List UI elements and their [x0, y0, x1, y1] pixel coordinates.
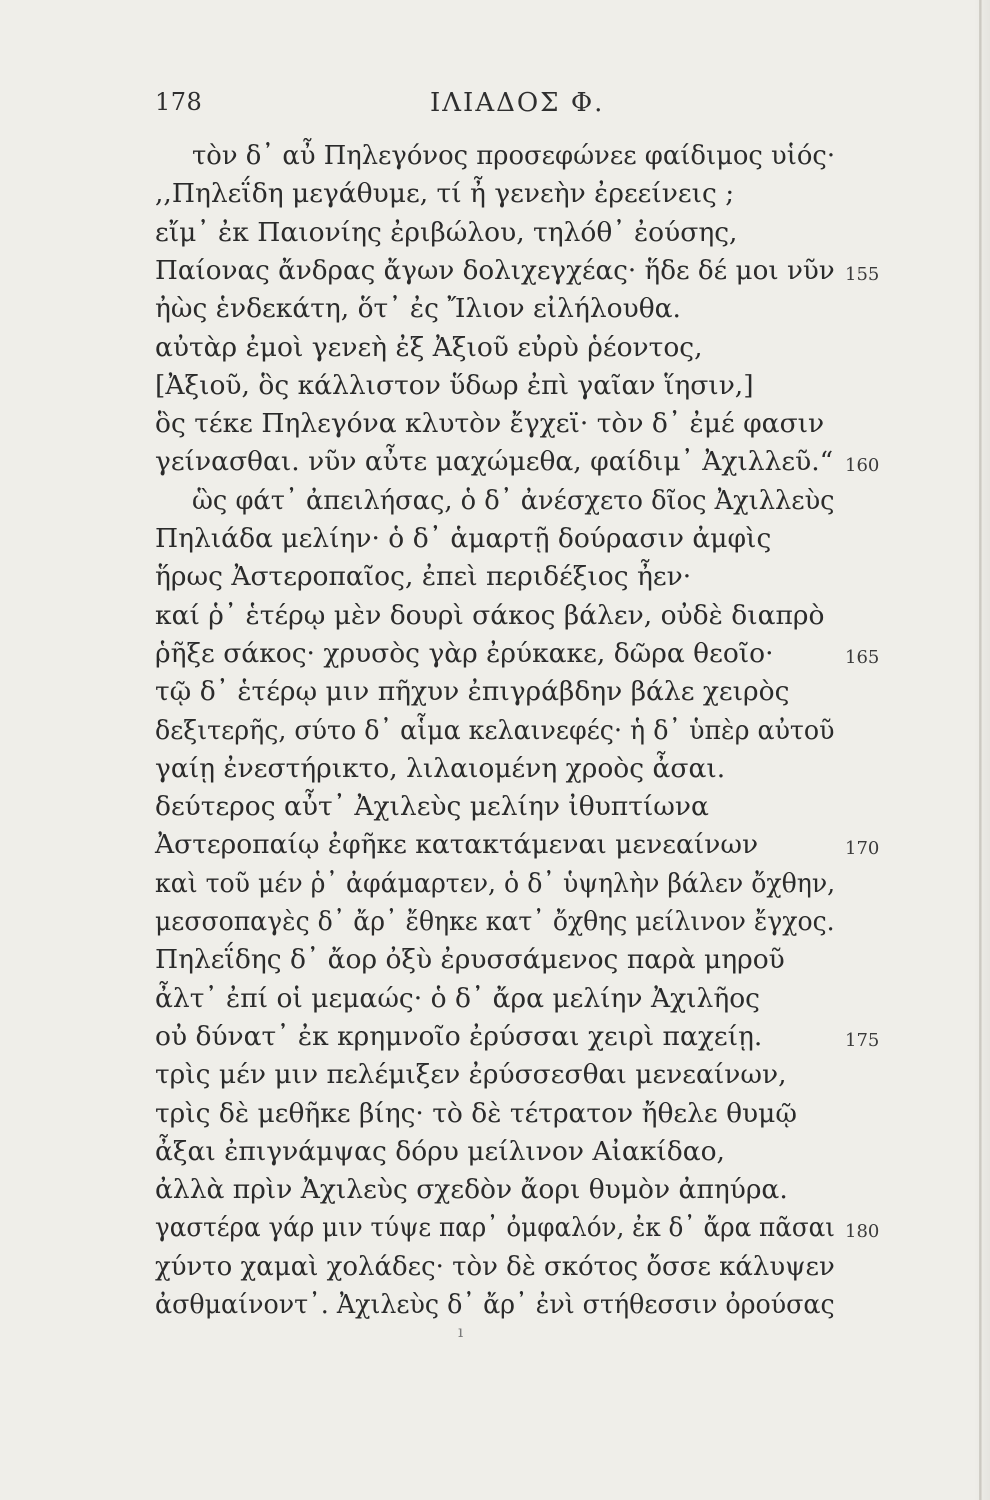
verse-line: ἆξαι ἐπιγνάμψας δόρυ μείλινον Αἰακίδαο,: [155, 1135, 725, 1167]
verse-line: καὶ τοῦ μέν ῥ᾽ ἀφάμαρτεν, ὁ δ᾽ ὑψηλὴν βάλεν ὄχθην,: [155, 867, 836, 899]
line-number: 165: [845, 646, 880, 668]
verse-line: ἥρως Ἀστεροπαῖος, ἐπεὶ περιδέξιος ἦεν·: [155, 561, 692, 593]
verse-line: ὣς φάτ᾽ ἀπειλήσας, ὁ δ᾽ ἀνέσχετο δῖος Ἀχιλλεὺς: [192, 484, 835, 516]
verse-line: ,,Πηλεΐδη μεγάθυμε, τί ἦ γενεὴν ἐρεείνεις ;: [155, 178, 735, 210]
verse-line: οὐ δύνατ᾽ ἐκ κρημνοῖο ἐρύσσαι χειρὶ παχείῃ.: [155, 1020, 763, 1052]
verse-line: Ἀστεροπαίῳ ἐφῆκε κατακτάμεναι μενεαίνων: [155, 829, 759, 861]
verse-line: αὐτὰρ ἐμοὶ γενεὴ ἐξ Ἀξιοῦ εὐρὺ ῥέοντος,: [155, 331, 703, 363]
verse-line: τὸν δ᾽ αὖ Πηλεγόνος προσεφώνεε φαίδιμος υἱός·: [192, 140, 836, 171]
verse-line: Πηλιάδα μελίην· ὁ δ᾽ ἁμαρτῇ δούρασιν ἀμφὶς: [155, 523, 772, 554]
verse-line: δεξιτερῆς, σύτο δ᾽ αἷμα κελαινεφές· ἡ δ᾽ ὑπὲρ αὐτοῦ: [155, 714, 835, 746]
line-number: 160: [845, 455, 880, 477]
verse-line: Πηλεΐδης δ᾽ ἄορ ὀξὺ ἐρυσσάμενος παρὰ μηροῦ: [155, 944, 785, 976]
verse-line: εἴμ᾽ ἐκ Παιονίης ἐριβώλου, τηλόθ᾽ ἐούσης,: [155, 216, 738, 248]
page-number: 178: [155, 88, 203, 116]
line-number: 180: [845, 1221, 880, 1243]
printing-mark: ı: [458, 1322, 464, 1341]
verse-line: γείνασθαι. νῦν αὖτε μαχώμεθα, φαίδιμ᾽ Ἀχιλλεῦ.“: [155, 446, 834, 478]
verse-line: ὃς τέκε Πηλεγόνα κλυτὸν ἔγχεϊ· τὸν δ᾽ ἐμέ φασιν: [155, 408, 825, 440]
verse-line: ἀσθμαίνοντ᾽. Ἀχιλεὺς δ᾽ ἄρ᾽ ἐνὶ στήθεσσιν ὀρούσας: [155, 1289, 835, 1320]
line-number: 170: [845, 838, 880, 860]
line-number: 155: [845, 263, 880, 285]
verse-line: γαστέρα γάρ μιν τύψε παρ᾽ ὀμφαλόν, ἐκ δ᾽ ἄρα πᾶσαι: [155, 1212, 835, 1244]
verse-line: γαίῃ ἐνεστήρικτο, λιλαιομένη χροὸς ἆσαι.: [155, 752, 726, 784]
verse-line: τρὶς δὲ μεθῆκε βίης· τὸ δὲ τέτρατον ἤθελε θυμῷ: [155, 1097, 797, 1129]
verse-line: ἀλλὰ πρὶν Ἀχιλεὺς σχεδὸν ἄορι θυμὸν ἀπηύρα.: [155, 1174, 788, 1206]
verse-line: δεύτερος αὖτ᾽ Ἀχιλεὺς μελίην ἰθυπτίωνα: [155, 791, 709, 823]
line-number: 175: [845, 1029, 880, 1051]
verse-line: καί ῥ᾽ ἑτέρῳ μὲν δουρὶ σάκος βάλεν, οὐδὲ διαπρὸ: [155, 599, 825, 631]
verse-line: τῷ δ᾽ ἑτέρῳ μιν πῆχυν ἐπιγράβδην βάλε χειρὸς: [155, 676, 790, 708]
verse-line: μεσσοπαγὲς δ᾽ ἄρ᾽ ἔθηκε κατ᾽ ὄχθης μείλινον ἔγχος.: [155, 906, 835, 937]
verse-line: [Ἀξιοῦ, ὃς κάλλιστον ὕδωρ ἐπὶ γαῖαν ἵησιν,]: [155, 369, 754, 401]
verse-line: τρὶς μέν μιν πελέμιξεν ἐρύσσεσθαι μενεαίνων,: [155, 1059, 787, 1091]
verse-line: χύντο χαμαὶ χολάδες· τὸν δὲ σκότος ὄσσε κάλυψεν: [155, 1250, 835, 1282]
book-title: ΙΛΙΑΔΟΣ Φ.: [430, 88, 605, 118]
verse-line: ἠὼς ἑνδεκάτη, ὅτ᾽ ἐς Ἴλιον εἰλήλουθα.: [155, 293, 681, 325]
verse-line: Παίονας ἄνδρας ἄγων δολιχεγχέας· ἥδε δέ μοι νῦν: [155, 254, 835, 286]
verse-line: ῥῆξε σάκος· χρυσὸς γὰρ ἐρύκακε, δῶρα θεοῖο·: [155, 637, 774, 669]
verse-line: ἆλτ᾽ ἐπί οἱ μεμαώς· ὁ δ᾽ ἄρα μελίην Ἀχιλῆος: [155, 982, 761, 1014]
